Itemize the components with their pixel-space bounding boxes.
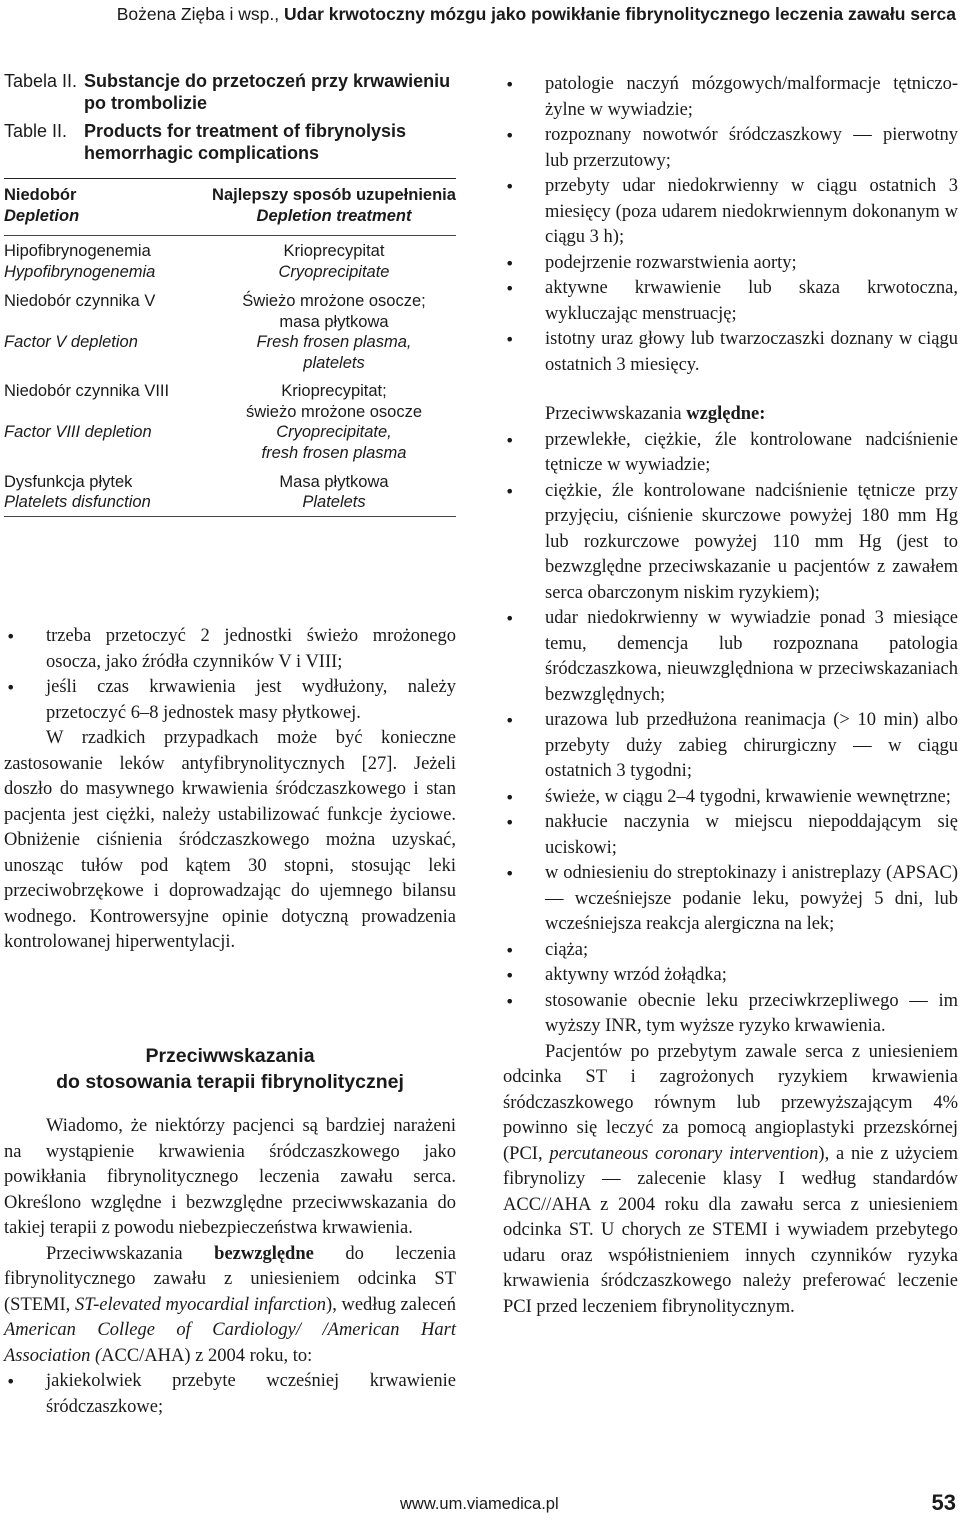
table-label-en: Table II.: [4, 121, 68, 141]
running-header: [117, 4, 956, 25]
table-cell: masa płytkowa: [279, 313, 389, 331]
list-item: • przebyty udar niedokrwienny w ciągu ostatnich 3 miesięcy (poza udarem niedokrwiennym dokonanym w ciągu 3 h);: [503, 174, 958, 251]
table-cell: Masa płytkowa: [279, 473, 389, 491]
list-item: • stosowanie obecnie leku przeciwkrzepliwego — im wyższy INR, tym wyższe ryzyko krwawienia.: [503, 989, 958, 1040]
text-run-italic: American College of Cardiology/ /American Hart Association (: [4, 1320, 456, 1366]
header-title: Udar krwotoczny mózgu jako powikłanie fibrynolitycznego leczenia zawału serca: [284, 4, 956, 24]
header-separator: ,: [274, 4, 285, 24]
paragraph: [503, 402, 958, 428]
text-run: ), według zaleceń: [326, 1294, 456, 1315]
right-body-text: [503, 72, 958, 1320]
list-item: • jakiekolwiek przebyte wcześniej krwawienie śródczaszkowe;: [4, 1369, 456, 1420]
absolute-contraindications-continued: [503, 72, 958, 378]
table-cell: Factor VIII depletion: [4, 423, 152, 441]
table-cell: Krioprecypitat;: [281, 382, 387, 400]
table-cell: Platelets disfunction: [4, 493, 151, 511]
relative-contraindications-list: [503, 428, 958, 1040]
text-run: do leczenia fibrynolitycznego zawału z uniesieniem odcinka ST (STEMI,: [4, 1243, 456, 1315]
text-run-italic: ST-elevated myocardial infarction: [74, 1294, 327, 1315]
table-cell: Hypofibrynogenemia: [4, 263, 156, 281]
list-item: • aktywne krwawienie lub skaza krwotoczna, wykluczając menstruację;: [503, 276, 958, 327]
table-cell: Cryoprecipitate: [278, 263, 390, 281]
table-title-en: Products for treatment of fibrynolysis hemorrhagic complications: [84, 121, 407, 163]
table-label-pl: Tabela II.: [4, 71, 78, 91]
list-item: • aktywny wrzód żołądka;: [503, 963, 958, 989]
absolute-contraindications-list: [4, 1369, 456, 1420]
table-cell: Platelets: [302, 493, 366, 511]
list-item: • podejrzenie rozwarstwienia aorty;: [503, 251, 958, 277]
text-run: Przeciwwskazania: [46, 1243, 215, 1264]
text-run-bold: względne:: [686, 404, 766, 424]
list-item: • urazowa lub przedłużona reanimacja (> 10 min) albo przebyty duży zabieg chirurgiczny — w ciągu ostatnich 3 tygodni;: [503, 708, 958, 785]
list-item: • udar niedokrwienny w wywiadzie ponad 3 miesiące temu, demencja lub rozpoznana patologia śródczaszkowa, nieuwzględniona w przeciwskazaniach bezwzględnych;: [503, 606, 958, 708]
table-cell: świeżo mrożone osocze: [245, 403, 423, 421]
list-item: • w odniesieniu do streptokinazy i anistreplazy (APSAC) — wcześniejsze podanie leku, powyżej 5 dni, lub wcześniejsza reakcja alergiczna na lek;: [503, 861, 958, 938]
table-cell: Świeżo mrożone osocze;: [242, 292, 426, 310]
text-run: Pacjentów po przebytym zawale serca z uniesieniem odcinka ST i zagrożonych ryzykiem krwawienia śródczaszkowego równym lub przewyższającym 4% powinno się leczyć za pomocą angioplastyki przezskórnej (PCI,: [503, 1041, 958, 1164]
table-cell: Factor V depletion: [4, 333, 138, 351]
text-run: Przeciwwskazania: [545, 404, 687, 424]
left-body-text: [4, 624, 456, 956]
table-bottom-rule: [4, 516, 456, 517]
list-item: • ciąża;: [503, 938, 958, 964]
paragraph: Wiadomo, że niektórzy pacjenci są bardziej narażeni na wystąpienie krwawienia śródczaszkowego jako powikłania fibrynolitycznego leczenia zawału serca. Określono względne i bezwzględne przeciwwskazania do takiej terapii z powodu niebezpieczeństwa krwawienia.: [4, 1116, 456, 1238]
table-cell: Hipofibrynogenemia: [4, 242, 151, 260]
table-cell: Cryoprecipitate,: [276, 423, 392, 441]
list-item: • nakłucie naczynia w miejscu niepoddającym się uciskowi;: [503, 810, 958, 861]
section-heading: [4, 1043, 456, 1095]
table-head-col1-pl: Niedobór: [4, 186, 77, 204]
text-run: ), a nie z użyciem fibrynolizy — zalecenie klasy I według standardów ACC//AHA z 2004 roku dla zawału serca z uniesieniem odcinka ST. U chorych ze STEMI i wywiadem przebytego udaru oraz współistnieniem innych czynników ryzyka krwawienia śródczaszkowego należy preferować leczenie PCI przed leczeniem fibrynolitycznym.: [503, 1143, 958, 1317]
table-cell: platelets: [303, 354, 365, 372]
transfusion-bullet-list: [4, 624, 456, 726]
list-item: • patologie naczyń mózgowych/malformacje tętniczo-żylne w wywiadzie;: [503, 72, 958, 123]
table-head-col2-en: Depletion treatment: [256, 207, 412, 225]
left-body-text-2: [4, 1114, 456, 1420]
text-run-italic: percutaneous coronary intervention: [549, 1143, 819, 1164]
paragraph: W rzadkich przypadkach może być konieczne zastosowanie leków antyfibrynolitycznych [27]. Jeżeli doszło do masywnego krwawienia śródczaszkowego i stan pacjenta jest ciężki, należy ustabilizować funkcje życiowe. Obniżenie ciśnienia śródczaszkowego można uzyskać, unosząc tułów pod kątem 30 stopni, stosując leki przeciwobrzękowe i doprowadzając do ujemnego bilansu wodnego. Kontrowersyjne opinie dotyczną prowadzenia kontrolowanej hiperwentylacji.: [4, 728, 456, 952]
text-run-bold: bezwzględne: [214, 1243, 314, 1264]
text-run: ACC/AHA) z 2004 roku, to:: [101, 1345, 313, 1366]
footer-url: www.um.viamedica.pl: [400, 1495, 559, 1513]
table-head-rule: [4, 235, 456, 236]
table-cell: Krioprecypitat: [283, 242, 385, 260]
table-cell: Fresh frosen plasma,: [256, 333, 412, 351]
list-item: • istotny uraz głowy lub twarzoczaszki doznany w ciągu ostatnich 3 miesięcy.: [503, 327, 958, 378]
section-heading-line-1: Przeciwwskazania: [145, 1045, 315, 1067]
table-head-col1-en: Depletion: [4, 207, 80, 225]
table-cell: fresh frosen plasma: [261, 444, 407, 462]
table-top-rule: [4, 178, 456, 179]
list-item: • trzeba przetoczyć 2 jednostki świeżo mrożonego osocza, jako źródła czynników V i VIII;: [4, 624, 456, 675]
table-cell: Niedobór czynnika V: [4, 292, 156, 310]
table-title-pl: Substancje do przetoczeń przy krwawieniu po trombolizie: [84, 71, 451, 113]
list-item: • świeże, w ciągu 2–4 tygodni, krwawienie wewnętrzne;: [503, 785, 958, 811]
page-number: 53: [931, 1490, 956, 1515]
list-item: • przewlekłe, ciężkie, źle kontrolowane nadciśnienie tętnicze w wywiadzie;: [503, 428, 958, 479]
header-authors: Bożena Zięba i wsp.: [116, 4, 275, 24]
list-item: • jeśli czas krwawienia jest wydłużony, należy przetoczyć 6–8 jednostek masy płytkowej.: [4, 675, 456, 726]
list-item: • rozpoznany nowotwór śródczaszkowy — pierwotny lub przerzutowy;: [503, 123, 958, 174]
table-cell: Dysfunkcja płytek: [4, 473, 133, 491]
paragraph: [503, 1040, 958, 1321]
section-heading-line-2: do stosowania terapii fibrynolitycznej: [56, 1071, 404, 1093]
table-cell: Niedobór czynnika VIII: [4, 382, 170, 400]
table-head-col2-pl: Najlepszy sposób uzupełnienia: [212, 186, 456, 204]
paragraph: [4, 1242, 456, 1370]
list-item: • ciężkie, źle kontrolowane nadciśnienie tętnicze przy przyjęciu, ciśnienie skurczowe powyżej 180 mm Hg lub rozkurczowe powyżej 110 mm Hg (jest to bezwzględne przeciwskazanie u pacjentów z zawałem serca obarczonym niskim ryzykiem);: [503, 479, 958, 607]
